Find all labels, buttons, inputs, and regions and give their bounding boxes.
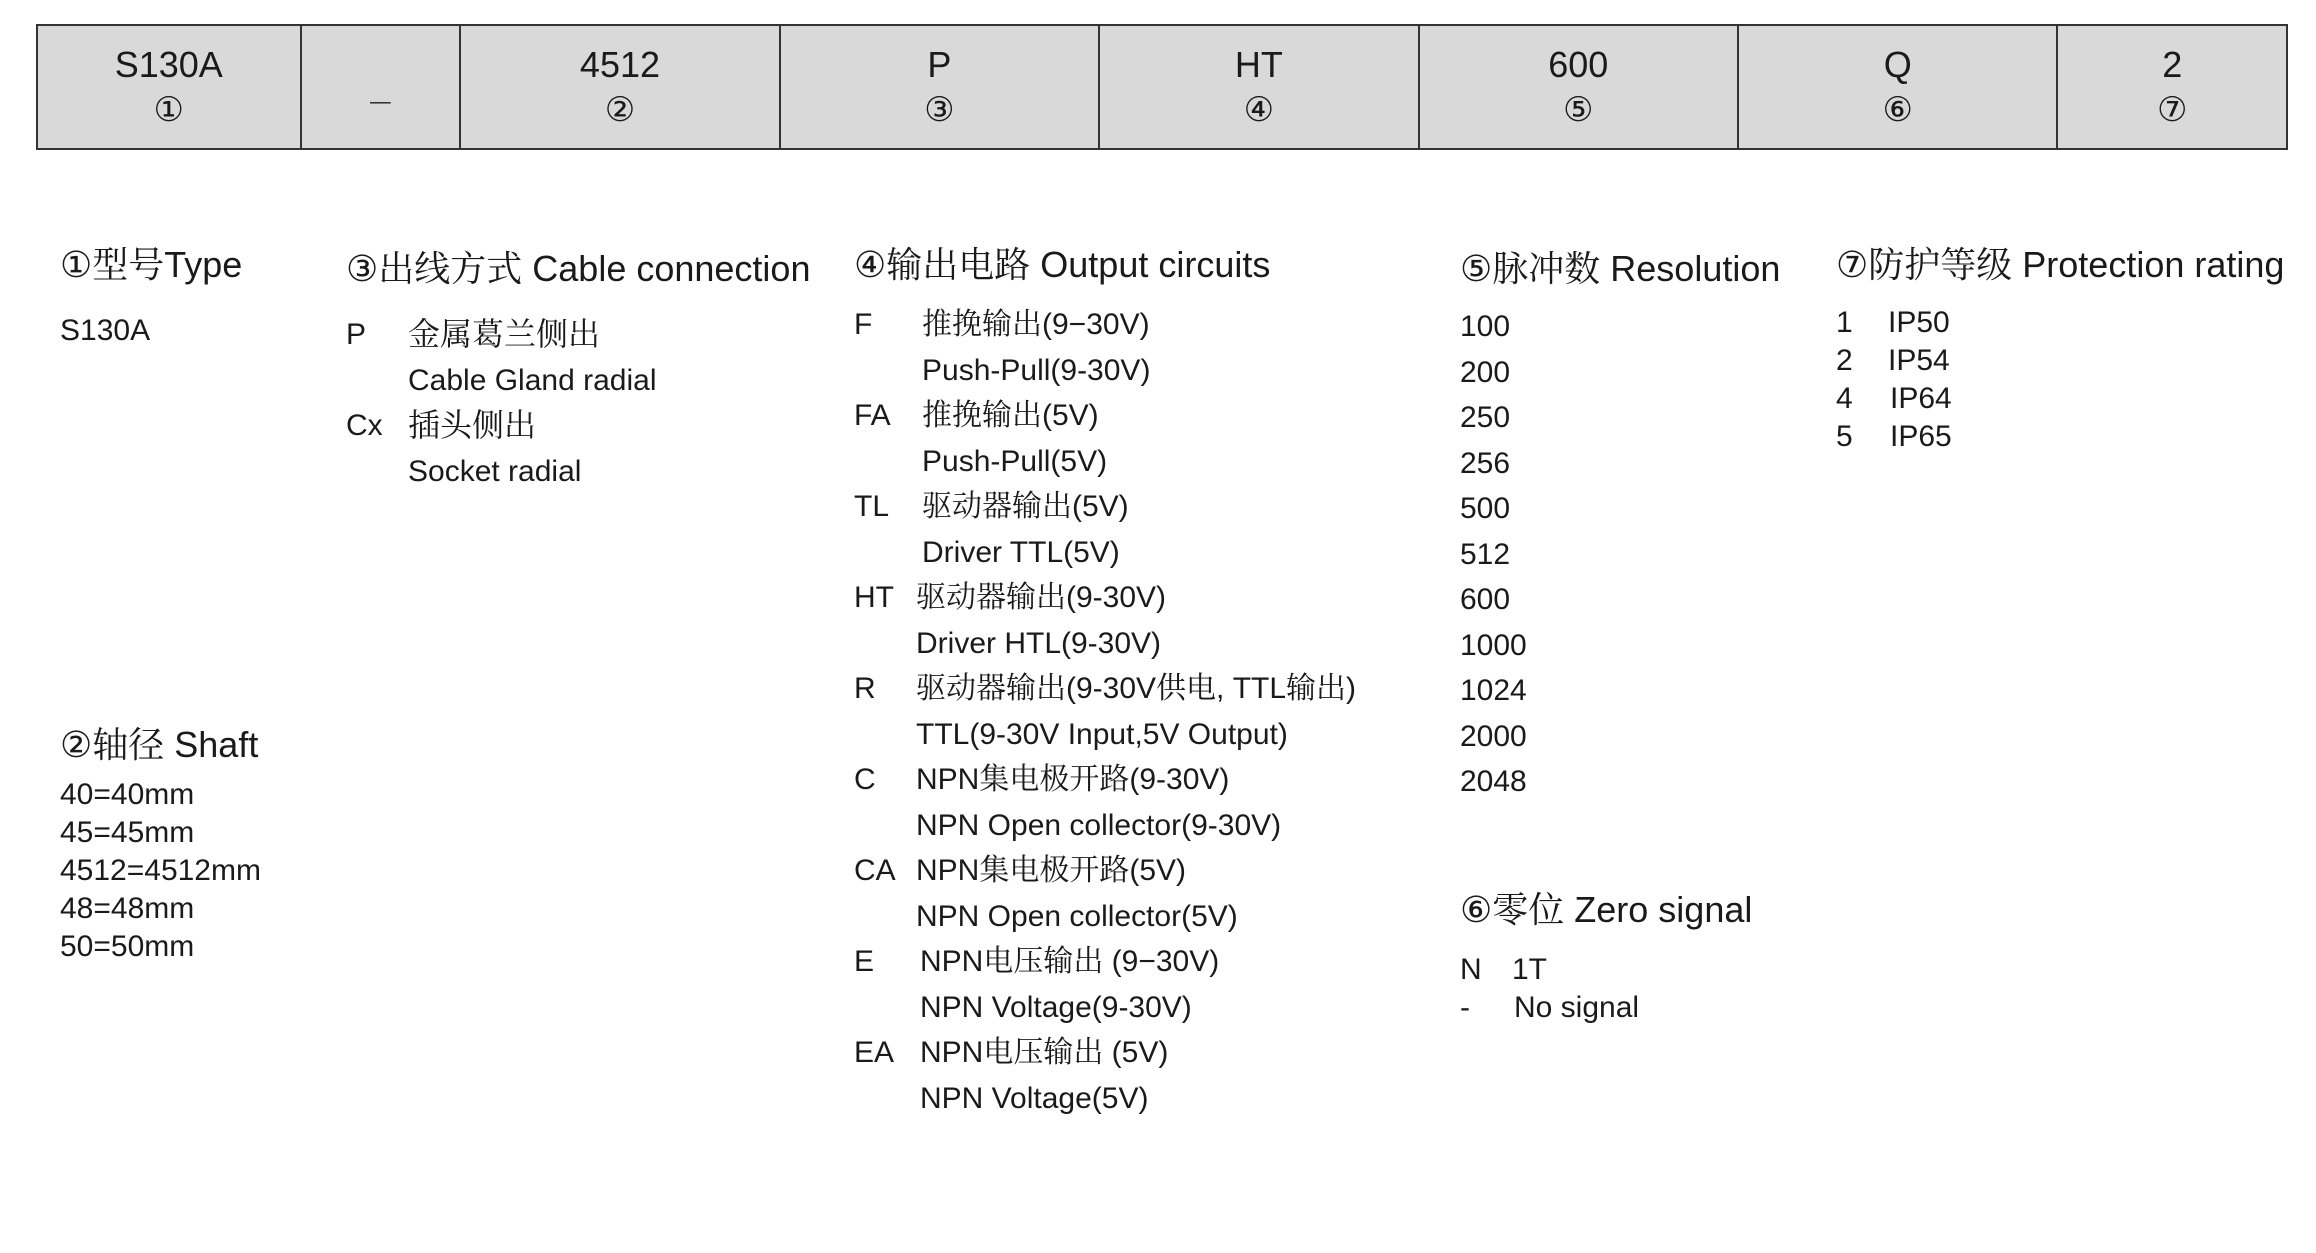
code-separator: _ xyxy=(370,66,391,107)
code-cell-resolution xyxy=(1418,26,1737,148)
code-value: 600 xyxy=(1548,44,1609,85)
code-cell-zero xyxy=(1737,26,2056,148)
item-code: F xyxy=(854,308,873,341)
code-cell-protection xyxy=(2056,26,2286,148)
list-item: 512 xyxy=(1460,537,1511,571)
resolution-list xyxy=(1460,304,1780,805)
item-en: Push-Pull(9-30V) xyxy=(922,353,1151,387)
list-item xyxy=(1460,951,1752,989)
list-item xyxy=(854,1030,1356,1076)
list-item: 600 xyxy=(1460,583,1511,616)
list-item: 100 xyxy=(1460,310,1511,343)
item-code: TL xyxy=(854,490,890,523)
type-value: S130A xyxy=(60,314,151,347)
list-item: 40=40mm xyxy=(60,778,195,811)
item-cn: 推挽输出(9−30V) xyxy=(922,308,1150,341)
list-item xyxy=(346,403,810,449)
item-cn: NPN电压输出 (5V) xyxy=(920,1036,1169,1069)
output-list xyxy=(854,302,1356,1121)
protection-title: ⑦防护等级 Protection rating xyxy=(1836,244,2285,285)
code-value: 4512 xyxy=(579,44,661,85)
shaft-section xyxy=(60,722,261,966)
item-desc: IP54 xyxy=(1888,344,1950,377)
list-item xyxy=(346,312,810,358)
code-index: ⑥ xyxy=(1882,91,1913,129)
code-value: HT xyxy=(1234,44,1283,85)
code-cell-cable xyxy=(779,26,1098,148)
code-index: ④ xyxy=(1243,91,1275,129)
item-cn: NPN集电极开路(9-30V) xyxy=(916,763,1230,796)
zero-list xyxy=(1460,951,1752,1027)
code-index: ① xyxy=(153,91,184,129)
protection-list xyxy=(1836,304,2284,456)
item-en: Driver HTL(9-30V) xyxy=(916,626,1162,660)
item-code: CA xyxy=(854,854,896,887)
item-en: Cable Gland radial xyxy=(408,363,657,397)
code-value: P xyxy=(927,44,952,85)
list-item: 1000 xyxy=(1460,628,1527,662)
list-item: 1024 xyxy=(1460,674,1527,707)
list-item: 250 xyxy=(1460,401,1511,434)
list-item: 2048 xyxy=(1460,765,1527,798)
code-cell-output xyxy=(1098,26,1417,148)
item-desc: 1T xyxy=(1512,953,1548,986)
list-item: 50=50mm xyxy=(60,930,195,963)
item-cn: 插头侧出 xyxy=(408,407,537,443)
code-index: ③ xyxy=(924,91,955,129)
output-section xyxy=(854,242,1356,1121)
item-code: Cx xyxy=(346,409,383,442)
list-item: 48=48mm xyxy=(60,892,195,925)
output-title: ④输出电路 Output circuits xyxy=(854,244,1271,285)
list-item: 256 xyxy=(1460,446,1511,480)
list-item: 45=45mm xyxy=(60,816,195,849)
list-item xyxy=(854,848,1356,894)
item-desc: No signal xyxy=(1514,991,1640,1024)
item-en: Driver TTL(5V) xyxy=(922,535,1120,569)
item-code: 2 xyxy=(1836,344,1853,377)
item-code: P xyxy=(346,318,367,351)
item-cn: 金属葛兰侧出 xyxy=(408,316,601,352)
item-desc: IP50 xyxy=(1888,306,1950,339)
list-item: 500 xyxy=(1460,492,1511,525)
item-code: C xyxy=(854,763,876,796)
model-code-table xyxy=(36,24,2288,150)
zero-section xyxy=(1460,887,1752,1027)
item-code: N xyxy=(1460,953,1482,986)
cable-title: ③出线方式 Cable connection xyxy=(346,248,811,289)
item-en: NPN Open collector(5V) xyxy=(916,899,1238,933)
item-code: E xyxy=(854,945,875,978)
item-cn: NPN电压输出 (9−30V) xyxy=(920,945,1220,978)
code-value: S130A xyxy=(114,44,223,85)
list-item xyxy=(854,393,1356,439)
item-cn: NPN集电极开路(5V) xyxy=(916,854,1187,887)
item-code: FA xyxy=(854,399,891,432)
list-item xyxy=(854,939,1356,985)
zero-title: ⑥零位 Zero signal xyxy=(1460,889,1753,930)
shaft-list xyxy=(60,776,261,966)
code-value: Q xyxy=(1883,44,1912,85)
list-item: 200 xyxy=(1460,355,1511,389)
item-desc: IP65 xyxy=(1890,420,1952,453)
resolution-section xyxy=(1460,246,1780,805)
type-title: ①型号Type xyxy=(60,244,243,285)
list-item xyxy=(1460,989,1752,1027)
list-item xyxy=(854,575,1356,621)
item-en: NPN Voltage(9-30V) xyxy=(920,990,1192,1024)
code-cell-model xyxy=(38,26,300,148)
resolution-title: ⑤脉冲数 Resolution xyxy=(1460,248,1781,289)
item-en: NPN Voltage(5V) xyxy=(920,1081,1149,1115)
code-cell-shaft xyxy=(459,26,778,148)
code-index: ⑤ xyxy=(1563,91,1594,129)
list-item: 2000 xyxy=(1460,719,1527,753)
item-code: 4 xyxy=(1836,382,1853,415)
item-en: NPN Open collector(9-30V) xyxy=(916,808,1282,842)
list-item xyxy=(854,302,1356,348)
item-en: Socket radial xyxy=(408,454,582,488)
list-item xyxy=(854,484,1356,530)
item-code: - xyxy=(1460,991,1470,1024)
code-cell-separator xyxy=(300,26,460,148)
list-item xyxy=(1836,342,2284,380)
list-item xyxy=(854,666,1356,712)
code-index: ② xyxy=(604,91,636,129)
shaft-title: ②轴径 Shaft xyxy=(60,724,259,765)
code-index: ⑦ xyxy=(2156,91,2188,129)
item-cn: 推挽输出(5V) xyxy=(922,399,1099,432)
list-item xyxy=(854,757,1356,803)
item-code: 5 xyxy=(1836,420,1853,453)
item-cn: 驱动器输出(9-30V) xyxy=(916,581,1167,614)
list-item xyxy=(1836,304,2284,342)
cable-section xyxy=(346,246,810,494)
item-code: 1 xyxy=(1836,306,1853,339)
list-item xyxy=(1836,418,2284,456)
protection-section xyxy=(1836,242,2284,456)
code-value: 2 xyxy=(2162,44,2183,85)
type-section xyxy=(60,242,242,354)
item-cn: 驱动器输出(5V) xyxy=(922,490,1129,523)
cable-list xyxy=(346,312,810,494)
item-en: Push-Pull(5V) xyxy=(922,444,1108,478)
list-item: 4512=4512mm xyxy=(60,854,261,887)
item-cn: 驱动器输出(9-30V供电, TTL输出) xyxy=(916,672,1357,705)
item-code: EA xyxy=(854,1036,895,1069)
item-code: HT xyxy=(854,581,894,614)
item-code: R xyxy=(854,672,876,705)
list-item xyxy=(1836,380,2284,418)
item-en: TTL(9-30V Input,5V Output) xyxy=(916,717,1288,751)
item-desc: IP64 xyxy=(1890,382,1952,415)
